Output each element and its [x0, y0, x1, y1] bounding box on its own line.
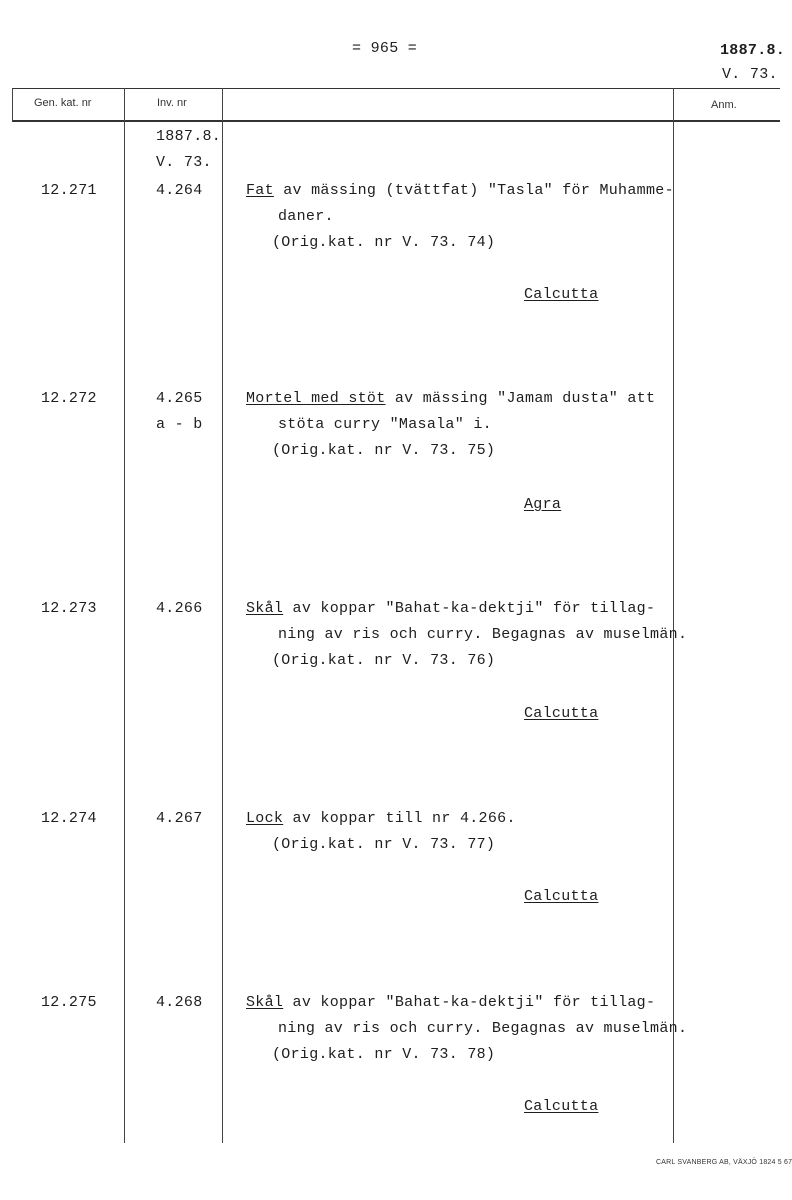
entry-orig-kat: (Orig.kat. nr V. 73. 74) — [272, 234, 496, 251]
entry-gen-nr: 12.272 — [41, 390, 97, 407]
entry-title: Skål — [246, 600, 284, 617]
entry-description-line1 — [246, 182, 674, 199]
column-divider-gen — [124, 88, 125, 1143]
entry-orig-kat: (Orig.kat. nr V. 73. 78) — [272, 1046, 496, 1063]
entry-inv-nr: 4.268 — [156, 994, 203, 1011]
entry-line1-rest: av koppar till nr 4.266. — [283, 810, 516, 827]
entry-gen-nr: 12.271 — [41, 182, 97, 199]
reference-top: 1887.8. — [720, 42, 786, 59]
entry-place: Calcutta — [524, 705, 599, 722]
entry-gen-nr: 12.273 — [41, 600, 97, 617]
entry-place: Calcutta — [524, 1098, 599, 1115]
entry-line1-rest: av mässing (tvättfat) "Tasla" för Muhamme- — [273, 182, 674, 199]
entry-description-line2: daner. — [278, 208, 334, 225]
entry-inv-nr: 4.264 — [156, 182, 203, 199]
column-divider-left — [12, 88, 13, 121]
entry-line1-rest: av mässing "Jamam dusta" att — [385, 390, 656, 407]
entry-place: Agra — [524, 496, 562, 513]
entry-description-line2: ning av ris och curry. Begagnas av muselmän. — [278, 1020, 688, 1037]
entry-title: Mortel med stöt — [246, 390, 386, 407]
column-divider-inv — [222, 88, 223, 1143]
entry-inv-extra: a - b — [156, 416, 203, 433]
entry-orig-kat: (Orig.kat. nr V. 73. 75) — [272, 442, 496, 459]
entry-inv-nr: 4.265 — [156, 390, 203, 407]
entry-inv-nr: 4.266 — [156, 600, 203, 617]
table-top-rule — [12, 88, 780, 89]
entry-gen-nr: 12.275 — [41, 994, 97, 1011]
page-number: = 965 = — [352, 40, 418, 57]
reference-sub: V. 73. — [722, 66, 778, 83]
group-header-line2: V. 73. — [156, 154, 212, 171]
entry-description-line1 — [246, 600, 655, 617]
entry-description-line2: stöta curry "Masala" i. — [278, 416, 492, 433]
entry-orig-kat: (Orig.kat. nr V. 73. 77) — [272, 836, 496, 853]
column-header-gen-kat-nr: Gen. kat. nr — [34, 97, 92, 109]
entry-title: Lock — [246, 810, 284, 827]
column-header-anm: Anm. — [711, 99, 737, 111]
entry-description-line1 — [246, 390, 655, 407]
column-header-inv-nr: Inv. nr — [157, 97, 187, 109]
entry-description-line1 — [246, 994, 655, 1011]
group-header-line1: 1887.8. — [156, 128, 222, 145]
table-header-rule — [12, 120, 780, 122]
printer-imprint: CARL SVANBERG AB, VÄXJÖ 1824 5 67 — [656, 1159, 792, 1166]
entry-gen-nr: 12.274 — [41, 810, 97, 827]
entry-line1-rest: av koppar "Bahat-ka-dektji" för tillag- — [283, 994, 656, 1011]
entry-line1-rest: av koppar "Bahat-ka-dektji" för tillag- — [283, 600, 656, 617]
entry-inv-nr: 4.267 — [156, 810, 203, 827]
entry-title: Fat — [246, 182, 274, 199]
entry-description-line1 — [246, 810, 516, 827]
entry-title: Skål — [246, 994, 284, 1011]
entry-place: Calcutta — [524, 286, 599, 303]
column-divider-anm — [673, 88, 674, 1143]
entry-description-line2: ning av ris och curry. Begagnas av muselmän. — [278, 626, 688, 643]
entry-orig-kat: (Orig.kat. nr V. 73. 76) — [272, 652, 496, 669]
entry-place: Calcutta — [524, 888, 599, 905]
